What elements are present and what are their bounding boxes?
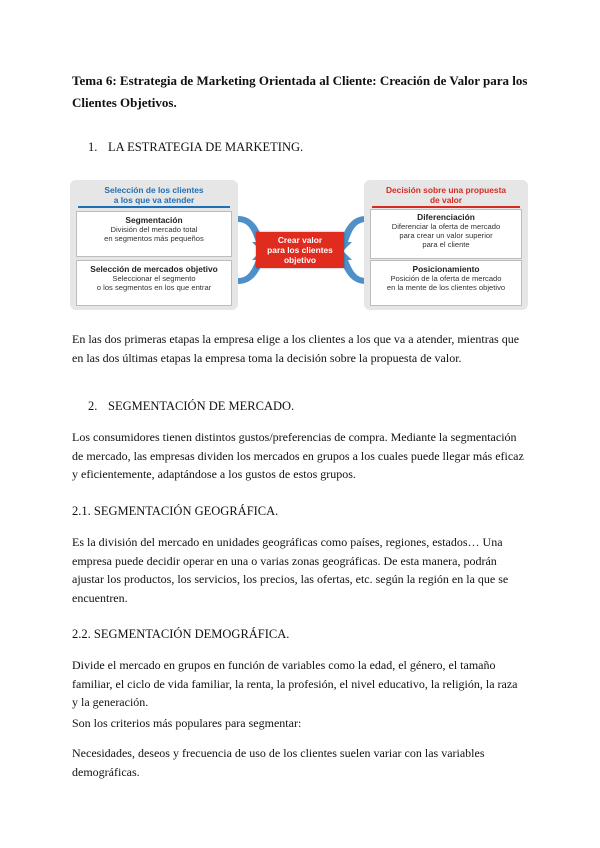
- right-divider: [372, 206, 520, 208]
- target-market-card: Selección de mercados objetivo Seleccionar el segmento o los segmentos en los que entrar: [76, 260, 232, 306]
- paragraph-demographic: Divide el mercado en grupos en función de variables como la edad, el género, el tamaño familiar, el ciclo de vida familiar, la renta, la profesión, el nivel educativo, la religión, la raza y la generación.: [72, 658, 518, 709]
- section-2-heading: 2. SEGMENTACIÓN DE MERCADO.: [88, 399, 295, 413]
- marketing-strategy-diagram: [70, 180, 530, 312]
- document-title: Tema 6: Estrategia de Marketing Orientada al Cliente: Creación de Valor para los Clientes Objetivos.: [72, 73, 528, 110]
- left-panel-header: Selección de los clientes a los que va atender: [104, 185, 204, 205]
- positioning-card: Posicionamiento Posición de la oferta de mercado en la mente de los clientes objetivo: [370, 260, 522, 306]
- paragraph-needs: Necesidades, deseos y frecuencia de uso de los clientes suelen variar con las variables demográficas.: [72, 746, 485, 779]
- segmentation-card: Segmentación División del mercado total en segmentos más pequeños: [76, 211, 232, 257]
- section-2-2-heading: 2.2. SEGMENTACIÓN DEMOGRÁFICA.: [72, 627, 290, 641]
- right-panel: [364, 180, 528, 310]
- differentiation-card: Diferenciación Diferenciar la oferta de mercado para crear un valor superior para el cliente: [370, 209, 522, 259]
- paragraph-criteria: Son los criterios más populares para segmentar:: [72, 716, 302, 730]
- paragraph-segmentation: Los consumidores tienen distintos gustos/preferencias de compra. Mediante la segmentación de mercado, las empresas dividen los mercados en grupos a los cuales puede llegar más eficaz y eficientemente, adaptándose a los gustos de estos grupos.: [72, 430, 524, 481]
- create-value-box: Crear valor para los clientes objetivo: [256, 232, 344, 268]
- right-panel-header: Decisión sobre una propuesta de valor: [385, 185, 507, 205]
- left-divider: [78, 206, 230, 208]
- paragraph-stages: En las dos primeras etapas la empresa elige a los clientes a los que va a atender, mientras que en las dos últimas etapas la empresa toma la decisión sobre la propuesta de valor.: [72, 332, 520, 365]
- section-1-heading: 1. LA ESTRATEGIA DE MARKETING.: [88, 140, 304, 154]
- paragraph-geographic: Es la división del mercado en unidades geográficas como países, regiones, estados… Una empresa puede decidir operar en una o varias zonas geográficas. De esta manera, podrán ajustar los productos, los servicios, los precios, las ofertas, etc. según la región en la que se encuentren.: [72, 535, 509, 605]
- left-panel: [70, 180, 238, 310]
- section-2-1-heading: 2.1. SEGMENTACIÓN GEOGRÁFICA.: [72, 504, 279, 518]
